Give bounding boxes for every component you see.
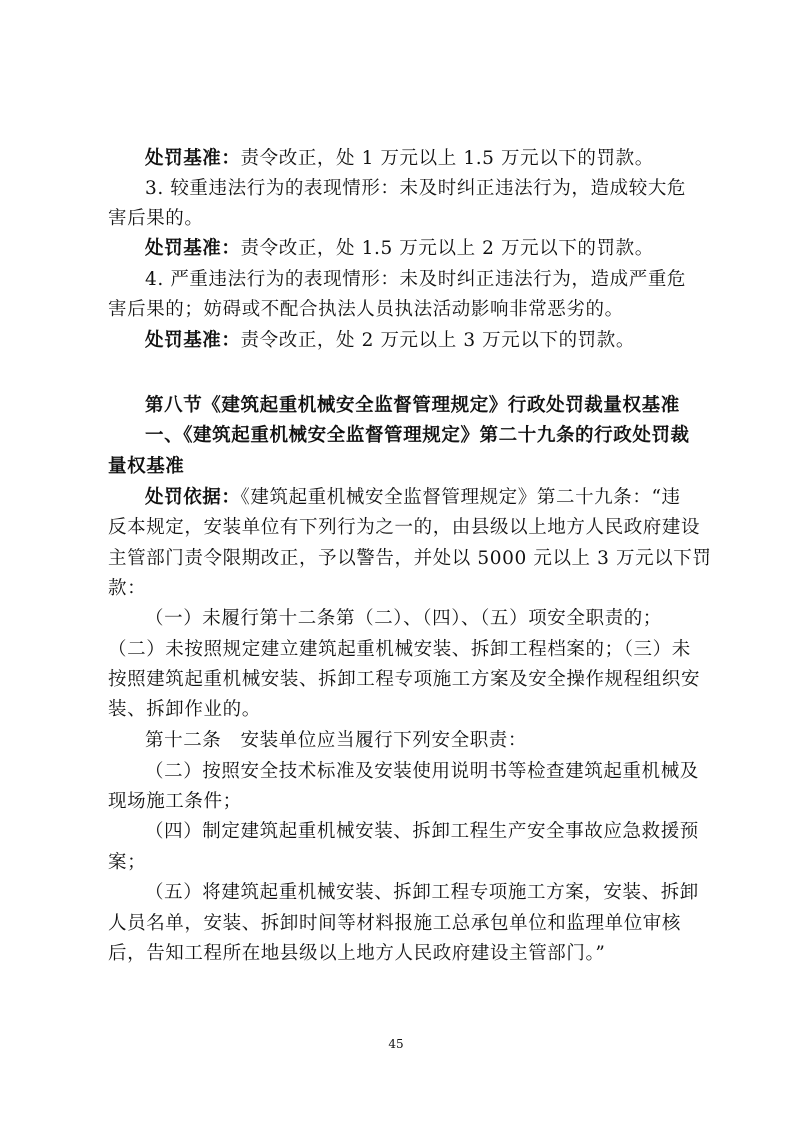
violation-item-line-1: （一）未履行第十二条第（二）、（四）、（五）项安全职责的；: [145, 608, 662, 629]
duty-5-line-3: 后，告知工程所在地县级以上地方人民政府建设主管部门。”: [108, 943, 606, 964]
section-heading: 第八节《建筑起重机械安全监督管理规定》行政处罚裁量权基准: [145, 395, 680, 416]
duty-2-line-1: （二）按照安全技术标准及安装使用说明书等检查建筑起重机械及: [145, 761, 699, 782]
penalty-basis-line-4: 款：: [108, 578, 147, 599]
severe-violation-line-2: 害后果的；妨碍或不配合执法人员执法活动影响非常恶劣的。: [108, 299, 624, 320]
penalty-standard-line-2: 处罚基准：责令改正，处 1.5 万元以上 2 万元以下的罚款。: [145, 238, 654, 259]
subsection-heading-line-2: 量权基准: [108, 456, 185, 477]
violation-item-line-4: 装、拆卸作业的。: [108, 699, 261, 720]
duty-2-line-2: 现场施工条件；: [108, 791, 242, 812]
duty-4-line-2: 案；: [108, 852, 147, 873]
penalty-basis-line-3: 主管部门责令限期改正，予以警告，并处以 5000 元以上 3 万元以下罚: [108, 548, 712, 569]
violation-item-line-3: 按照建筑起重机械安装、拆卸工程专项施工方案及安全操作规程组织安: [108, 669, 701, 690]
serious-violation-line-2: 害后果的。: [108, 208, 204, 229]
penalty-basis-line-2: 反本规定，安装单位有下列行为之一的，由县级以上地方人民政府建设: [108, 517, 701, 538]
page-number: 45: [388, 1037, 404, 1051]
violation-item-line-2: （二）未按照规定建立建筑起重机械安装、拆卸工程档案的；（三）未: [108, 639, 691, 660]
penalty-standard-line-3: 处罚基准：责令改正，处 2 万元以上 3 万元以下的罚款。: [145, 330, 635, 351]
penalty-basis-line-1: 处罚依据：《建筑起重机械安全监督管理规定》第二十九条：“违: [145, 487, 681, 508]
duty-4-line-1: （四）制定建筑起重机械安装、拆卸工程生产安全事故应急救援预: [145, 821, 699, 842]
article-12-heading: 第十二条 安装单位应当履行下列安全职责：: [145, 730, 528, 751]
duty-5-line-2: 人员名单，安装、拆卸时间等材料报施工总承包单位和监理单位审核: [108, 913, 682, 934]
duty-5-line-1: （五）将建筑起重机械安装、拆卸工程专项施工方案，安装、拆卸: [145, 882, 699, 903]
serious-violation-line-1: 3. 较重违法行为的表现情形：未及时纠正违法行为，造成较大危: [145, 178, 687, 199]
severe-violation-line-1: 4. 严重违法行为的表现情形：未及时纠正违法行为，造成严重危: [145, 269, 687, 290]
penalty-standard-line-1: 处罚基准：责令改正，处 1 万元以上 1.5 万元以下的罚款。: [145, 148, 654, 169]
subsection-heading-line-1: 一、《建筑起重机械安全监督管理规定》第二十九条的行政处罚裁: [145, 425, 690, 446]
